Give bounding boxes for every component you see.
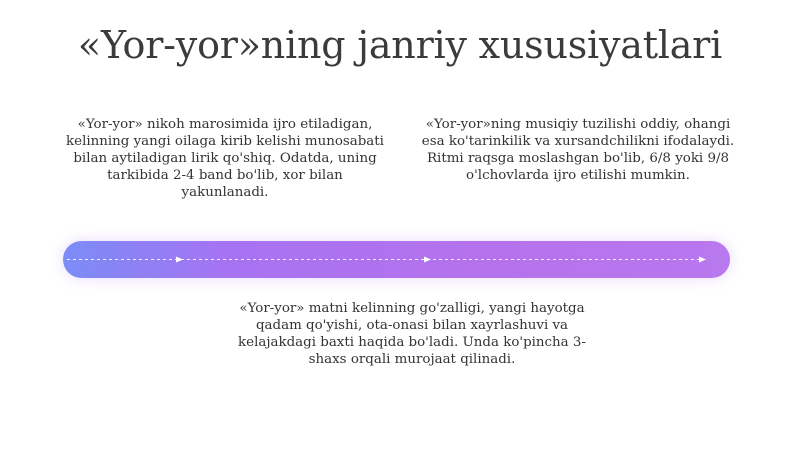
timeline-bar xyxy=(63,241,730,278)
timeline-arrow-line xyxy=(63,241,730,278)
timeline-arrow-icon xyxy=(699,257,706,263)
timeline-arrow-icon xyxy=(424,257,431,263)
text-block-right: «Yor-yor»ning musiqiy tuzilishi oddiy, ohangi esa ko'tarinkilik va xursandchilikni ifodalaydi. Ritmi raqsga moslashgan bo'lib, 6/8 yoki 9/8 o'lchovlarda ijro etilishi mumkin. xyxy=(421,117,735,183)
text-block-left: «Yor-yor» nikoh marosimida ijro etiladigan, kelinning yangi oilaga kirib kelishi munosabati bilan aytiladigan lirik qo'shiq. Odatda, uning tarkibida 2-4 band bo'lib, xor bilan yakunlanadi. xyxy=(66,117,384,200)
text-block-bottom: «Yor-yor» matni kelinning go'zalligi, yangi hayotga qadam qo'yishi, ota-onasi bilan xayrlashuvi va kelajakdagi baxti haqida bo'ladi. Unda ko'pincha 3-shaxs orqali murojaat qilinadi. xyxy=(238,301,586,367)
timeline-arrow-icon xyxy=(176,257,183,263)
slide-title: «Yor-yor»ning janriy xususiyatlari xyxy=(77,23,723,67)
